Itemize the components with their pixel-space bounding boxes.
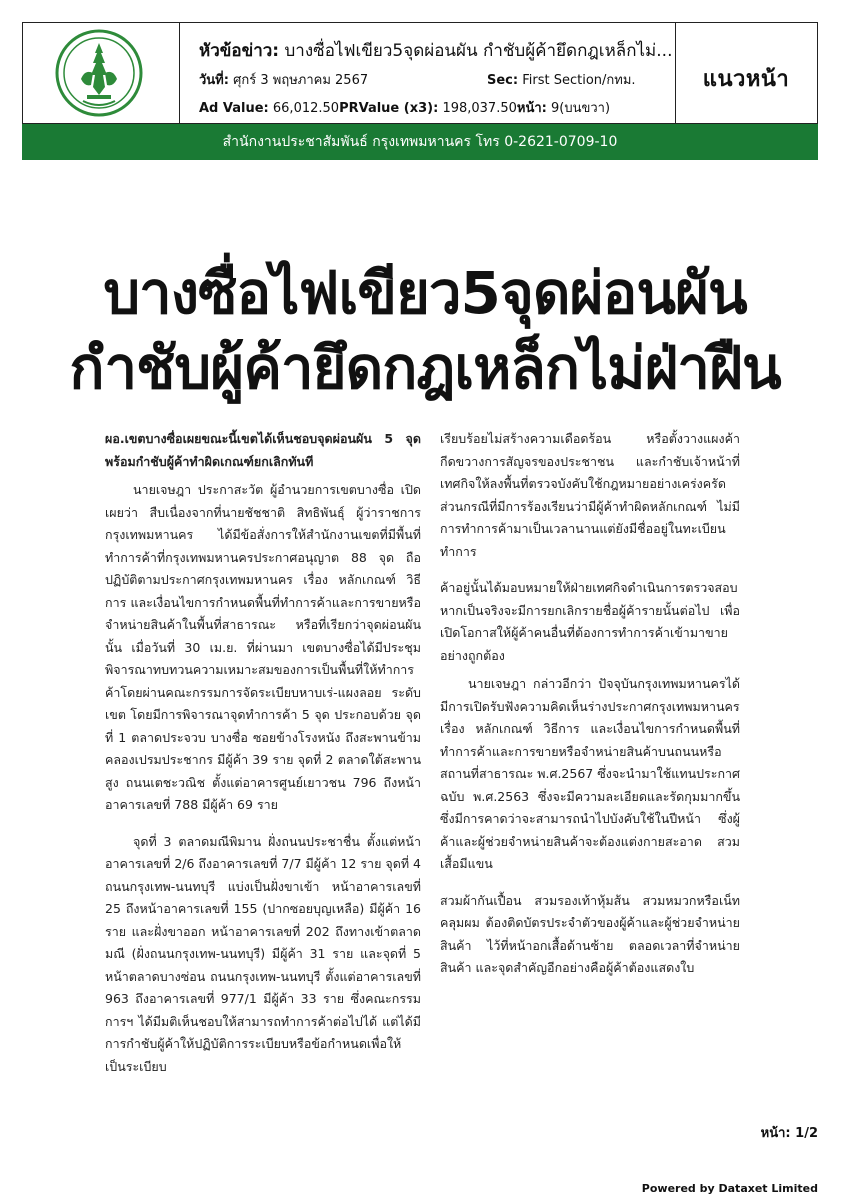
clipping-header: [22, 22, 818, 124]
headline-row: [199, 37, 672, 64]
article-paragraph: สวมผ้ากันเปื้อน สวมรองเท้าหุ้มส้น สวมหมวกหรือเน็ทคลุมผม ต้องติดบัตรประจำตัวของผู้ค้าและผู้ช่วยจำหน่ายสินค้า ไว้ที่หน้าอกเสื้อด้านซ้าย ตลอดเวลาที่จำหน่ายสินค้า และจุดสำคัญอีกอย่างคือผู้ค้าต้องแสดงใบ: [440, 892, 740, 975]
date-row: [199, 69, 368, 90]
headline-label: หัวข้อข่าว:: [199, 41, 280, 61]
pr-value-label: PRValue (x3):: [339, 101, 439, 116]
pr-value: 198,037.50: [442, 101, 517, 116]
article-column-left: [105, 428, 421, 1078]
sec-label: Sec:: [487, 73, 519, 88]
ad-value: 66,012.50: [272, 101, 340, 116]
date-value: ศุกร์ 3 พฤษภาคม 2567: [233, 73, 369, 88]
page-value: 9(บนขวา): [550, 101, 611, 116]
office-bar: สำนักงานประชาสัมพันธ์ กรุงเทพมหานคร โทร 0-2621-0709-10: [22, 124, 818, 160]
article-paragraph: นายเจษฎา กล่าวอีกว่า ปัจจุบันกรุงเทพมหานครได้มีการเปิดรับฟังความคิดเห็นร่างประกาศกรุงเทพมหานคร เรื่อง หลักเกณฑ์ วิธีการ และเงื่อนไขการกำหนดพื้นที่ทำการค้าและการขายหรือจำหน่ายสินค้าบนถนนหรือสถานที่สาธารณะ พ.ศ.2567 ซึ่งจะนำมาใช้แทนประกาศฉบับ พ.ศ.2563 ซึ่งจะมีความละเอียดและรัดกุมมากขึ้น ซึ่งมีการคาดว่าจะสามารถนำไปบังคับใช้ในปีหน้า ซึ่งผู้ค้าและผู้ช่วยจำหน่ายสินค้าจะต้องแต่งกายสะอาด สวมเสื้อมีแขน: [440, 676, 740, 871]
headline-line-2: กำชับผู้ค้ายึดกฎเหล็กไม่ฝ่าฝืน: [69, 334, 781, 402]
section-cell: [675, 23, 817, 123]
value-row: [199, 97, 610, 118]
article-column-right: [440, 428, 740, 980]
headline-value: บางซื่อไฟเขียว5จุดผ่อนผัน กำชับผู้ค้ายึดกฎเหล็กไม่...: [284, 41, 673, 61]
powered-by: Powered by Dataxet Limited: [641, 1182, 818, 1195]
article-paragraph: เรียบร้อยไม่สร้างความเดือดร้อน หรือตั้งวางแผงค้ากีดขวางการสัญจรของประชาชน และกำชับเจ้าหน้าที่เทศกิจให้ลงพื้นที่ตรวจบังคับใช้กฎหมายอย่างเคร่งครัด ส่วนกรณีที่มีการร้องเรียนว่ามีผู้ค้าทำผิดหลักเกณฑ์ ไม่มีการทำการค้ามาเป็นเวลานานแต่ยังมีชื่ออยู่ในทะเบียนทำการ: [440, 431, 740, 559]
article-paragraph: นายเจษฎา ประกาสะวัต ผู้อำนวยการเขตบางซื่อ เปิดเผยว่า สืบเนื่องจากที่นายชัชชาติ สิทธิพันธุ์ ผู้ว่าราชการกรุงเทพมหานคร ได้มีข้อสั่งการให้สำนักงานเขตที่มีพื้นที่ทำการค้าที่กรุงเทพมหานครประกาศอนุญาต 88 จุด ถือปฏิบัติตามประกาศกรุงเทพมหานคร เรื่อง หลักเกณฑ์ วิธีการ และเงื่อนไขการกำหนดพื้นที่ทำการค้าและการขายหรือจำหน่ายสินค้าในพื้นที่สาธารณะ หรือที่เรียกว่าจุดผ่อนผันนั้น เมื่อวันที่ 30 เม.ย. ที่ผ่านมา เขตบางซื่อได้มีประชุมพิจารณาทบทวนความเหมาะสมของการเป็นพื้นที่ให้ทำการค้าโดยผ่านคณะกรรมการจัดระเบียบหาบเร่-แผงลอย ระดับเขต โดยมีการพิจารณาจุดทำการค้า 5 จุด ประกอบด้วย จุดที่ 1 ตลาดประจวบ บางซื่อ ซอยข้างโรงหนัง ถึงสะพานข้ามคลองเปรมประชากร มีผู้ค้า 39 ราย จุดที่ 2 ตลาดใต้สะพานสูง ถนนเตชะวณิช ตั้งแต่อาคารศูนย์เยาวชน 796 ถึงหน้าอาคารเลขที่ 788 มีผู้ค้า 69 ราย: [105, 482, 421, 812]
headline-line-1: บางซื่อไฟเขียว5จุดผ่อนผัน: [103, 259, 747, 327]
article-paragraph: ค้าอยู่นั้นได้มอบหมายให้ฝ่ายเทศกิจดำเนินการตรวจสอบ หากเป็นจริงจะมีการยกเลิกรายชื่อผู้ค้ารายนั้นต่อไป เพื่อเปิดโอกาสให้ผู้ค้าคนอื่นที่ต้องการทำการค้าเข้ามาขายอย่างถูกต้อง: [440, 580, 740, 663]
date-label: วันที่:: [199, 73, 229, 88]
newspaper-name: แนวหน้า: [702, 67, 790, 92]
section-row: [487, 69, 636, 90]
ad-value-label: Ad Value:: [199, 101, 269, 116]
meta-cell: [179, 23, 676, 123]
logo-cell: [23, 23, 180, 123]
page-number: หน้า: 1/2: [760, 1126, 818, 1141]
page-label: หน้า:: [516, 101, 547, 116]
sec-value: First Section/กทม.: [522, 73, 636, 88]
bma-emblem-logo: [55, 29, 143, 117]
article-paragraph: จุดที่ 3 ตลาดมณีพิมาน ฝั่งถนนประชาชื่น ตั้งแต่หน้าอาคารเลขที่ 2/6 ถึงอาคารเลขที่ 7/7 มีผู้ค้า 12 ราย จุดที่ 4 ถนนกรุงเทพ-นนทบุรี แบ่งเป็นฝั่งขาเข้า หน้าอาคารเลขที่ 25 ถึงหน้าอาคารเลขที่ 155 (ปากซอยบุญเหลือ) มีผู้ค้า 16 ราย และฝั่งขาออก หน้าอาคารเลขที่ 202 ถึงทางเข้าตลาดมณี (ฝั่งถนนกรุงเทพ-นนทบุรี) มีผู้ค้า 31 ราย และจุดที่ 5 หน้าตลาดบางซ่อน ถนนกรุงเทพ-นนทบุรี ตั้งแต่อาคารเลขที่ 963 ถึงอาคารเลขที่ 977/1 มีผู้ค้า 33 ราย ซึ่งคณะกรรมการฯ ได้มีมติเห็นชอบให้สามารถทำการค้าต่อไปได้ แต่ได้มีการกำชับผู้ค้าให้ปฏิบัติการระเบียบหรือข้อกำหนดเพื่อให้เป็นระเบียบ: [105, 833, 421, 1074]
article-lead: ผอ.เขตบางซื่อเผยขณะนี้เขตได้เห็นชอบจุดผ่อนผัน 5 จุด พร้อมกำชับผู้ค้าทำผิดเกณฑ์ยกเลิกทันที: [105, 431, 421, 469]
